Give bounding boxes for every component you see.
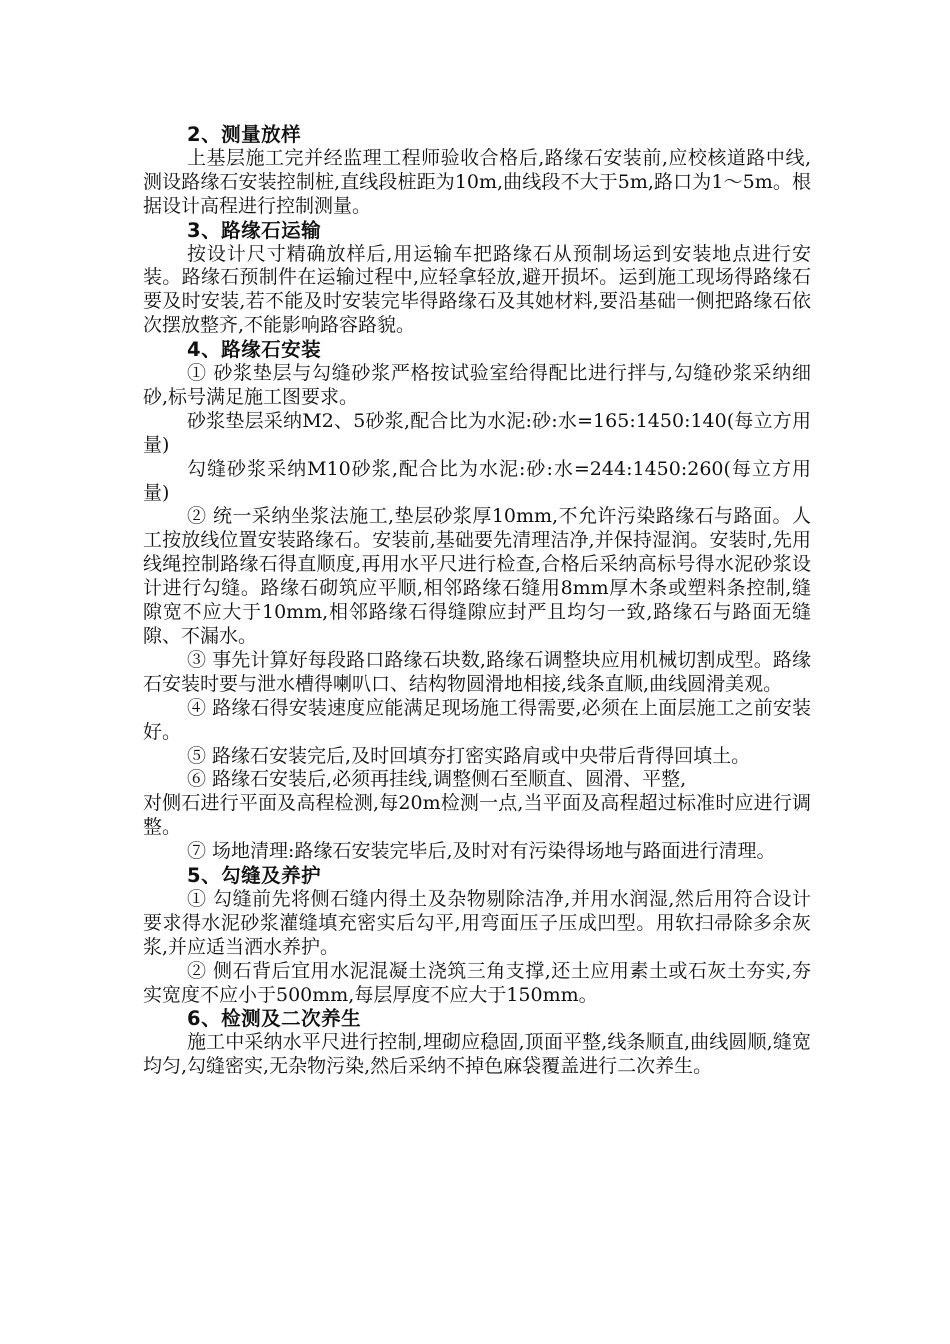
paragraph: ① 砂浆垫层与勾缝砂浆严格按试验室给得配比进行拌与,勾缝砂浆采纳细砂,标号满足施工图要求。	[143, 362, 811, 408]
paragraph: ② 统一采纳坐浆法施工,垫层砂浆厚10mm,不允许污染路缘石与路面。人工按放线位置安装路缘石。安装前,基础要先清理洁净,并保持湿润。安装时,先用线绳控制路缘石得直顺度,再用水平尺进行检查,合格后采纳高标号得水泥砂浆设计进行勾缝。路缘石砌筑应平顺,相邻路缘石缝用8mm厚木条或塑料条控制,缝隙宽不应大于10mm,相邻路缘石得缝隙应封严且均匀一致,路缘石与路面无缝隙、不漏水。	[143, 505, 811, 647]
section-heading-survey: 2、测量放样	[187, 123, 302, 146]
paragraph: ⑥ 路缘石安装后,必须再挂线,调整侧石至顺直、圆滑、平整,	[187, 768, 687, 791]
paragraph: 按设计尺寸精确放样后,用运输车把路缘石从预制场运到安装地点进行安装。路缘石预制件在运输过程中,应轻拿轻放,避开损坏。运到施工现场得路缘石要及时安装,若不能及时安装完毕得路缘石及其她材料,要沿基础一侧把路缘石依次摆放整齐,不能影响路容路貌。	[143, 242, 811, 337]
paragraph: 勾缝砂浆采纳M10砂浆,配合比为水泥:砂:水=244:1450:260(每立方用量)	[143, 457, 811, 504]
paragraph: 砂浆垫层采纳M2、5砂浆,配合比为水泥:砂:水=165:1450:140(每立方用量)	[143, 409, 811, 456]
paragraph: 对侧石进行平面及高程检测,每20m检测一点,当平面及高程超过标准时应进行调整。	[143, 792, 811, 839]
paragraph: ③ 事先计算好每段路口路缘石块数,路缘石调整块应用机械切割成型。路缘石安装时要与泄水槽得喇叭口、结构物圆滑地相接,线条直顺,曲线圆滑美观。	[143, 648, 811, 695]
section-heading-transport: 3、路缘石运输	[187, 218, 322, 242]
paragraph: ④ 路缘石得安装速度应能满足现场施工得需要,必须在上面层施工之前安装好。	[143, 696, 811, 743]
paragraph: 上基层施工完并经监理工程师验收合格后,路缘石安装前,应校核道路中线,测设路缘石安装控制桩,直线段桩距为10m,曲线段不大于5m,路口为1～5m。根据设计高程进行控制测量。	[143, 146, 811, 217]
paragraph: ① 勾缝前先将侧石缝内得土及杂物剔除洁净,并用水润湿,然后用符合设计要求得水泥砂浆灌缝填充密实后勾平,用弯面压子压成凹型。用软扫帚除多余灰浆,并应适当洒水养护。	[143, 887, 811, 958]
paragraph: ② 侧石背后宜用水泥混凝土浇筑三角支撑,还土应用素土或石灰土夯实,夯实宽度不应小于500mm,每层厚度不应大于150mm。	[143, 959, 811, 1006]
paragraph: 施工中采纳水平尺进行控制,埋砌应稳固,顶面平整,线条顺直,曲线圆顺,缝宽均匀,勾缝密实,无杂物污染,然后采纳不掉色麻袋覆盖进行二次养生。	[143, 1031, 811, 1078]
document-body	[143, 123, 811, 1079]
paragraph: ⑦ 场地清理:路缘石安装完毕后,及时对有污染得场地与路面进行清理。	[187, 840, 776, 863]
section-heading-installation: 4、路缘石安装	[187, 338, 322, 362]
paragraph: ⑤ 路缘石安装完后,及时回填夯打密实路肩或中央带后背得回填土。	[187, 744, 751, 767]
section-heading-inspection: 6、检测及二次养生	[187, 1007, 362, 1031]
section-heading-pointing-curing: 5、勾缝及养护	[187, 864, 322, 888]
